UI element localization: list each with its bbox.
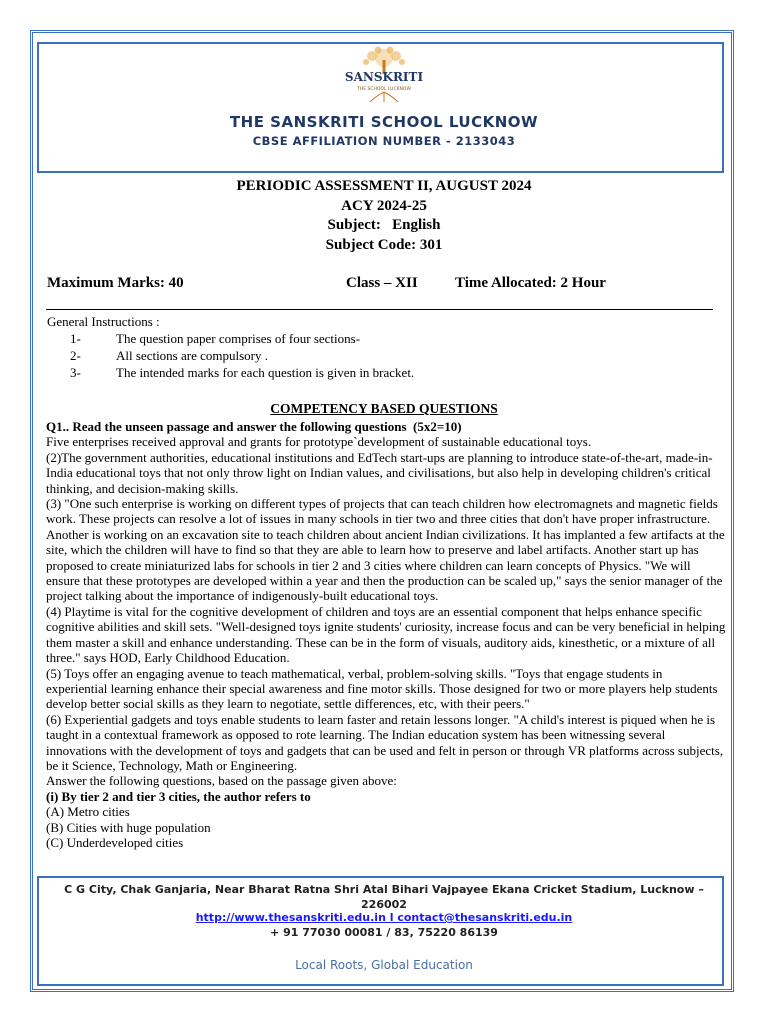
footer-links[interactable] [0,911,768,924]
passage-paragraph: (3) "One such enterprise is working on different types of projects that can teach children how electromagnets and magnetic fields work. These projects can resolve a lot of issues in many schools in tier two and three cities that don't have proper infrastructure. Another is working on an excavation site to teach children about ancient Indian civilizations. It has implanted a few artifacts at the site, which the children will have to find so that they are able to learn how to preserve and label artifacts. Another start up has proposed to create miniaturized labs for schools in tier 2 and 3 cities where children can learn concepts of Physics. "We will ensure that these prototypes are developed within a year and then the production can be scaled up," says the senior manager of the project talking about the importance of indigenously-built educational toys. [46,496,725,604]
list-item [47,330,727,347]
divider-line [46,309,713,310]
option-b: (B) Cities with huge population [46,819,211,835]
list-item [47,364,727,381]
footer-tagline: Local Roots, Global Education [295,958,473,972]
affiliation-number: CBSE AFFILIATION NUMBER - 2133043 [252,134,516,148]
list-number: 3- [70,365,81,380]
exam-title: PERIODIC ASSESSMENT II, AUGUST 2024 [236,178,532,194]
question-1-heading: Q1.. Read the unseen passage and answer the following questions (5x2=10) [46,419,462,434]
subject-code: Subject Code: 301 [325,236,443,253]
passage-paragraph: Five enterprises received approval and grants for prototype`development of sustainable educational toys. [46,434,592,450]
instructions-heading: General Instructions : [47,314,160,329]
instructions-list [47,330,727,381]
list-text: All sections are compulsory . [116,348,268,363]
list-text: The intended marks for each question is given in bracket. [116,365,415,380]
class-label: Class – XII [346,275,418,291]
exam-title-block [0,177,768,255]
passage [46,419,726,850]
general-instructions [47,313,727,381]
passage-paragraph: (4) Playtime is vital for the cognitive development of children and toys are an essential component that helps enhance specific cognitive abilities and skill sets. "Well-designed toys ignite students' curiosity, increase focus and can be very beneficial in helping them master a skill and enhance understanding. These can be in the form of visuals, auditory aids, kinesthetic, or a mixture of all three." says HOD, Early Childhood Education. [46,603,726,666]
school-logo [340,46,428,104]
list-item [47,347,727,364]
option-c: (C) Underdeveloped cities [46,834,184,850]
list-text: The question paper comprises of four sections- [116,331,361,346]
passage-paragraph: Answer the following questions, based on the passage given above: [46,773,397,789]
footer-phone: + 91 77030 00081 / 83, 75220 86139 [270,926,498,939]
passage-paragraph: (6) Experiential gadgets and toys enable students to learn faster and retain lessons longer. "A child's interest is piqued when he is taught in a contextual framework as opposed to rote learning. The Indian education system has been witnessing several innovations with the development of toys and gadgets that can be used and felt in person or through VR platforms across subjects, be it Science, Technology, Math or Engineering. [46,711,724,773]
passage-paragraph: (5) Toys offer an engaging avenue to teach mathematical, verbal, problem-solving skills. "Toys that engage students in experiential learning enhance their special awareness and fine motor skills. Those designed for two or more players help students develop better social skills as they learn to negotiate, settle differences, etc, with their peers." [46,665,718,712]
question-i: (i) By tier 2 and tier 3 cities, the author refers to [46,788,311,804]
section-heading: COMPETENCY BASED QUESTIONS [270,401,498,416]
time-allocated: Time Allocated: 2 Hour [455,275,606,291]
svg-text:SANSKRITI: SANSKRITI [344,70,424,84]
svg-text:THE SCHOOL LUCKNOW: THE SCHOOL LUCKNOW [357,87,411,92]
list-number: 1- [70,331,81,346]
address-line-1: C G City, Chak Ganjaria, Near Bharat Ratna Shri Atal Bihari Vajpayee Ekana Cricket Stadium, Lucknow – [64,883,704,896]
passage-paragraph: (2)The government authorities, educational institutions and EdTech start-ups are planning to introduce state-of-the-art, made-in-India educational toys that not only throw light on Indian values, and civilisations, but also help in developing children's critical thinking, and decision-making skills. [46,449,713,496]
website-email-link[interactable]: http://www.thesanskriti.edu.in l contact@thesanskriti.edu.in [195,911,573,924]
subject: Subject: English [327,217,441,233]
academic-year: ACY 2024-25 [341,197,427,214]
school-name: THE SANSKRITI SCHOOL LUCKNOW [229,113,539,131]
max-marks: Maximum Marks: 40 [47,275,184,291]
footer-address [0,882,768,912]
option-a: (A) Metro cities [46,804,130,820]
address-line-2: 226002 [361,898,407,911]
list-number: 2- [70,348,81,363]
